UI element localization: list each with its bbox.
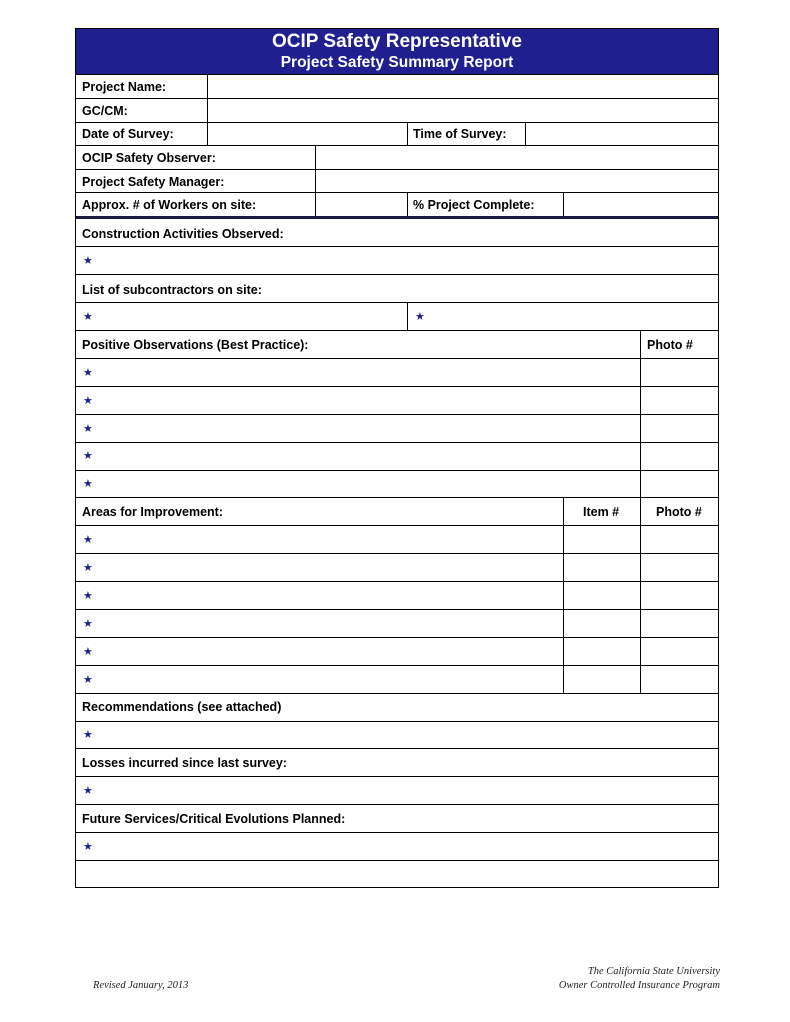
column-divider bbox=[315, 145, 316, 216]
column-divider bbox=[563, 192, 564, 216]
divider bbox=[76, 832, 718, 833]
positive-observations-label: Positive Observations (Best Practice): bbox=[82, 338, 309, 352]
bullet-star-icon: ★ bbox=[83, 729, 93, 741]
divider bbox=[76, 302, 718, 303]
column-divider bbox=[407, 302, 408, 330]
column-divider bbox=[207, 122, 208, 145]
program-name: Owner Controlled Insurance Program bbox=[558, 980, 720, 991]
subcontractors-label: List of subcontractors on site: bbox=[82, 283, 262, 297]
divider bbox=[76, 145, 718, 146]
divider bbox=[76, 776, 718, 777]
photo-number-header: Photo # bbox=[647, 338, 693, 352]
areas-for-improvement-label: Areas for Improvement: bbox=[82, 505, 224, 519]
bullet-star-icon: ★ bbox=[83, 562, 93, 574]
safety-report-form bbox=[75, 28, 719, 888]
item-number-header: Item # bbox=[583, 505, 620, 519]
divider bbox=[76, 693, 718, 694]
column-divider bbox=[563, 497, 564, 693]
bullet-star-icon: ★ bbox=[83, 478, 93, 490]
column-divider bbox=[525, 122, 526, 145]
bullet-star-icon: ★ bbox=[83, 646, 93, 658]
divider bbox=[76, 860, 718, 861]
project-safety-manager-label: Project Safety Manager: bbox=[82, 175, 225, 189]
recommendations-label: Recommendations (see attached) bbox=[82, 700, 282, 714]
divider bbox=[76, 358, 718, 359]
divider bbox=[76, 169, 718, 170]
column-divider bbox=[407, 122, 408, 145]
form-title: OCIP Safety Representative bbox=[272, 31, 522, 52]
form-subtitle: Project Safety Summary Report bbox=[280, 54, 514, 71]
divider bbox=[76, 665, 718, 666]
bullet-star-icon: ★ bbox=[83, 450, 93, 462]
divider bbox=[76, 721, 718, 722]
divider bbox=[76, 330, 718, 331]
divider bbox=[76, 414, 718, 415]
divider bbox=[76, 122, 718, 123]
org-name: The California State University bbox=[587, 966, 720, 977]
divider bbox=[76, 553, 718, 554]
column-divider bbox=[640, 330, 641, 497]
project-complete-label: % Project Complete: bbox=[413, 198, 535, 212]
losses-label: Losses incurred since last survey: bbox=[82, 756, 287, 770]
photo-number-header: Photo # bbox=[656, 505, 702, 519]
divider bbox=[76, 442, 718, 443]
divider bbox=[76, 74, 718, 75]
date-of-survey-label: Date of Survey: bbox=[82, 127, 174, 141]
divider bbox=[76, 804, 718, 805]
bullet-star-icon: ★ bbox=[415, 311, 425, 323]
bullet-star-icon: ★ bbox=[83, 367, 93, 379]
bullet-star-icon: ★ bbox=[83, 395, 93, 407]
column-divider bbox=[207, 74, 208, 122]
column-divider bbox=[407, 192, 408, 216]
bullet-star-icon: ★ bbox=[83, 311, 93, 323]
divider bbox=[76, 246, 718, 247]
time-of-survey-label: Time of Survey: bbox=[413, 127, 507, 141]
bullet-star-icon: ★ bbox=[83, 590, 93, 602]
divider bbox=[76, 497, 718, 498]
column-divider bbox=[640, 497, 641, 693]
divider bbox=[76, 609, 718, 610]
divider bbox=[76, 525, 718, 526]
divider bbox=[76, 274, 718, 275]
bullet-star-icon: ★ bbox=[83, 618, 93, 630]
bullet-star-icon: ★ bbox=[83, 841, 93, 853]
future-services-label: Future Services/Critical Evolutions Planned: bbox=[82, 812, 346, 826]
divider bbox=[76, 637, 718, 638]
divider bbox=[76, 192, 718, 193]
gc-cm-label: GC/CM: bbox=[82, 104, 128, 118]
bullet-star-icon: ★ bbox=[83, 255, 93, 267]
bullet-star-icon: ★ bbox=[83, 423, 93, 435]
construction-activities-label: Construction Activities Observed: bbox=[82, 227, 284, 241]
divider bbox=[76, 581, 718, 582]
bullet-star-icon: ★ bbox=[83, 534, 93, 546]
divider bbox=[76, 748, 718, 749]
divider bbox=[76, 470, 718, 471]
project-name-label: Project Name: bbox=[82, 80, 167, 94]
bullet-star-icon: ★ bbox=[83, 674, 93, 686]
divider bbox=[76, 98, 718, 99]
ocip-safety-observer-label: OCIP Safety Observer: bbox=[82, 151, 216, 165]
form-header bbox=[76, 29, 718, 74]
revised-date: Revised January, 2013 bbox=[93, 980, 189, 991]
bullet-star-icon: ★ bbox=[83, 785, 93, 797]
section-divider bbox=[76, 216, 718, 219]
divider bbox=[76, 386, 718, 387]
approx-workers-label: Approx. # of Workers on site: bbox=[82, 198, 257, 212]
